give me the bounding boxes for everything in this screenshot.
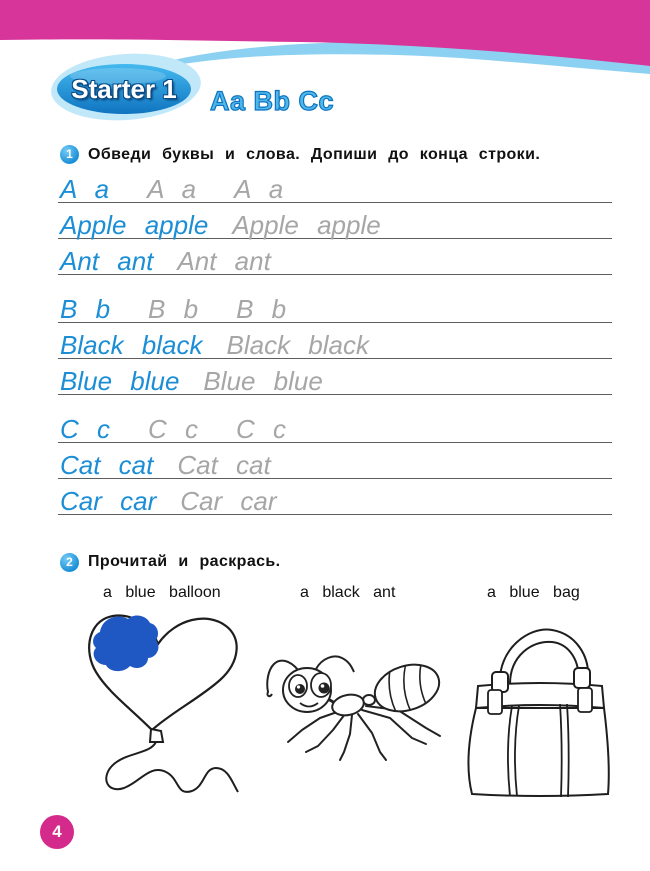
trace-letters: B b xyxy=(236,294,287,324)
ant-legs xyxy=(288,706,440,760)
practice-row xyxy=(58,406,612,443)
practice-row-text xyxy=(60,176,283,202)
practice-row xyxy=(58,202,612,239)
bag-handle-tab xyxy=(574,668,590,688)
bag-body xyxy=(469,708,609,796)
sample-letters: C c xyxy=(60,414,110,444)
caption-ant: a black ant xyxy=(300,584,396,601)
trace-words: Blue blue xyxy=(203,366,323,396)
ant-abdomen xyxy=(369,657,445,719)
balloon-knot xyxy=(150,729,163,742)
trace-letters: C c xyxy=(236,414,286,444)
exercise-1-instruction: Обведи буквы и слова. Допиши до конца строки. xyxy=(88,146,541,163)
sample-words: Ant ant xyxy=(60,246,154,276)
sample-words: Cat cat xyxy=(60,450,154,480)
magenta-wave xyxy=(0,0,650,66)
sample-words: Black black xyxy=(60,330,203,360)
practice-row xyxy=(58,166,612,203)
page-number: 4 xyxy=(40,815,74,849)
ant-leg xyxy=(358,714,386,760)
practice-row xyxy=(58,286,612,323)
trace-words: Black black xyxy=(226,330,369,360)
balloon-string xyxy=(106,742,238,792)
trace-letters: B b xyxy=(148,294,199,324)
ant-illustration xyxy=(255,648,447,766)
sample-letters: B b xyxy=(60,294,111,324)
trace-letters: A a xyxy=(234,174,284,204)
ant-eye-highlight xyxy=(321,684,325,688)
starter-badge-label: Starter 1 xyxy=(71,74,177,104)
letters-title: Aa Bb Cc xyxy=(210,86,335,116)
ant-eye-highlight xyxy=(297,685,300,688)
practice-row-text xyxy=(60,332,369,358)
ant-leg xyxy=(306,714,345,752)
bag-strap xyxy=(488,690,502,714)
exercise-2-instruction: Прочитай и раскрась. xyxy=(88,553,281,570)
practice-row xyxy=(58,442,612,479)
trace-letters: C c xyxy=(148,414,198,444)
ant-leg xyxy=(362,710,426,744)
bag-handle-tab xyxy=(492,672,508,692)
practice-row-text xyxy=(60,416,286,442)
practice-row xyxy=(58,238,612,275)
bag-strap xyxy=(578,688,592,712)
practice-row xyxy=(58,322,612,359)
ant-leg xyxy=(340,715,352,760)
trace-words: Car car xyxy=(180,486,277,516)
ant-pupil xyxy=(295,684,305,694)
practice-row-text xyxy=(60,248,271,274)
trace-words: Apple apple xyxy=(232,210,381,240)
practice-row-text xyxy=(60,296,286,322)
ant-antenna xyxy=(316,656,354,672)
practice-row-text xyxy=(60,488,277,514)
balloon-illustration xyxy=(80,606,250,802)
ant-petiole xyxy=(363,695,375,705)
practice-row xyxy=(58,358,612,395)
exercise-2-number: 2 xyxy=(60,553,79,572)
ant-thorax xyxy=(330,692,365,718)
sample-words: Car car xyxy=(60,486,157,516)
practice-row-text xyxy=(60,368,323,394)
bag-handle-inner xyxy=(510,642,578,684)
caption-bag: a blue bag xyxy=(487,584,580,601)
sample-words: Blue blue xyxy=(60,366,180,396)
sample-letters: A a xyxy=(60,174,110,204)
bag-illustration xyxy=(462,624,612,800)
trace-words: Ant ant xyxy=(177,246,271,276)
practice-row-text xyxy=(60,212,381,238)
exercise-1-number: 1 xyxy=(60,145,79,164)
trace-letters: A a xyxy=(147,174,197,204)
trace-words: Cat cat xyxy=(177,450,271,480)
practice-row xyxy=(58,478,612,515)
practice-row-text xyxy=(60,452,271,478)
ant-pupil xyxy=(319,683,330,694)
ant-leg xyxy=(288,711,340,742)
sample-words: Apple apple xyxy=(60,210,209,240)
caption-balloon: a blue balloon xyxy=(103,584,221,601)
